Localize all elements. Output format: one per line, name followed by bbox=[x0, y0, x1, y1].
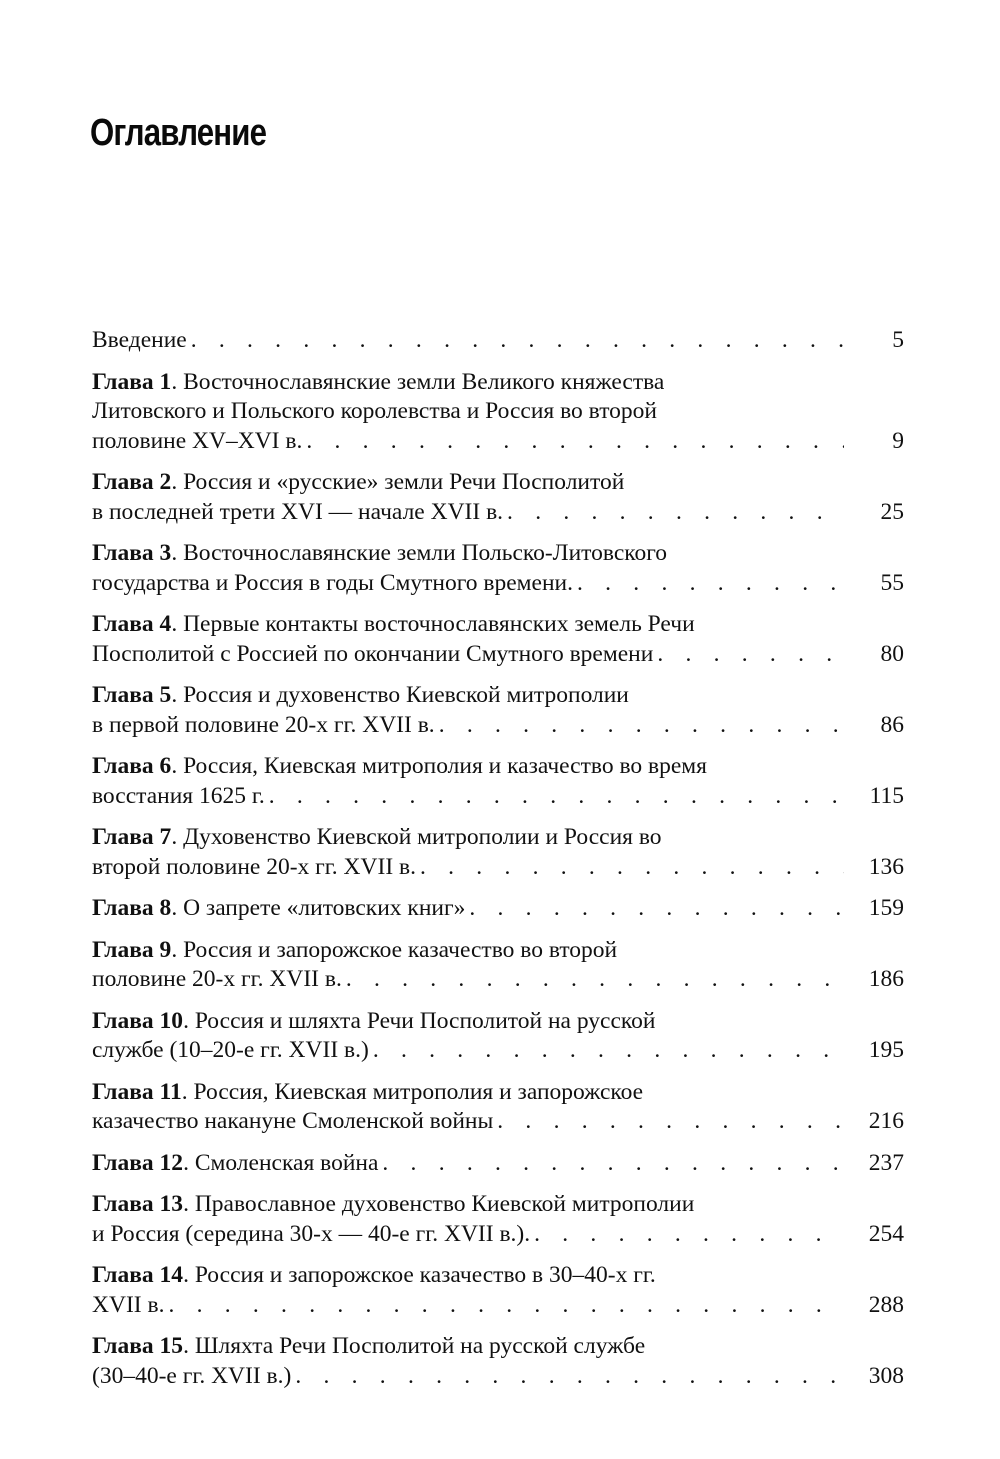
entry-text: . Россия и шляхта Речи Посполитой на русской bbox=[183, 1007, 656, 1034]
chapter-label: Глава 5 bbox=[92, 682, 172, 708]
toc-entry-chapter-12[interactable] bbox=[92, 1149, 904, 1179]
dot-leader bbox=[306, 427, 844, 457]
toc-entry-chapter-11[interactable] bbox=[92, 1078, 904, 1137]
dot-leader bbox=[534, 1220, 844, 1250]
dot-leader bbox=[420, 853, 844, 883]
page-number: 86 bbox=[880, 711, 904, 738]
toc-line bbox=[92, 498, 904, 528]
toc-entry-chapter-2[interactable] bbox=[92, 468, 904, 527]
toc-line bbox=[92, 711, 904, 741]
page-number: 55 bbox=[880, 569, 904, 596]
toc-entry-chapter-15[interactable] bbox=[92, 1332, 904, 1391]
entry-text: . Восточнославянские земли Польско-Литовского bbox=[171, 540, 668, 566]
toc-entry-chapter-8[interactable] bbox=[92, 894, 904, 924]
toc-line bbox=[92, 1007, 904, 1037]
entry-text: службе (10–20-е гг. XVII в.) bbox=[92, 1037, 369, 1063]
entry-text: второй половине 20-х гг. XVII в. bbox=[92, 853, 416, 880]
toc-line bbox=[92, 782, 904, 812]
toc-line bbox=[92, 853, 904, 883]
toc-entry-chapter-10[interactable] bbox=[92, 1007, 904, 1066]
toc-line bbox=[92, 894, 904, 924]
chapter-label: Глава 15 bbox=[92, 1333, 184, 1359]
entry-text: . Россия, Киевская митрополия и запорожское bbox=[181, 1078, 644, 1105]
toc-line bbox=[92, 640, 904, 670]
toc-line bbox=[92, 569, 904, 599]
chapter-label: Глава 3 bbox=[92, 540, 172, 566]
toc-entry-chapter-6[interactable] bbox=[92, 752, 904, 811]
page-number: 5 bbox=[892, 327, 904, 353]
entry-heading bbox=[92, 894, 465, 924]
entry-text: казачество накануне Смоленской войны bbox=[92, 1108, 494, 1134]
toc-line bbox=[92, 539, 904, 569]
toc-line bbox=[92, 752, 904, 782]
toc-entry-chapter-13[interactable] bbox=[92, 1190, 904, 1249]
toc-line bbox=[92, 1261, 904, 1291]
entry-heading bbox=[92, 1149, 378, 1179]
entry-text: Посполитой с Россией по окончании Смутного времени bbox=[92, 640, 654, 667]
dot-leader bbox=[168, 1291, 844, 1321]
entry-text: восстания 1625 г. bbox=[92, 782, 265, 809]
toc-entry-introduction[interactable] bbox=[92, 326, 904, 356]
entry-text: . Россия и духовенство Киевской митрополии bbox=[171, 682, 629, 708]
page-number: 216 bbox=[868, 1108, 904, 1134]
toc-line bbox=[92, 1107, 904, 1137]
chapter-label: Глава 12 bbox=[92, 1149, 184, 1176]
toc-line bbox=[92, 1078, 904, 1108]
page-number: 80 bbox=[880, 640, 904, 667]
toc-line bbox=[92, 610, 904, 640]
entry-text: . Восточнославянские земли Великого княжества bbox=[171, 368, 665, 395]
page-number: 159 bbox=[868, 895, 904, 921]
toc-line bbox=[92, 1291, 904, 1321]
page-number: 237 bbox=[868, 1149, 904, 1176]
toc-line bbox=[92, 1149, 904, 1179]
dot-leader bbox=[507, 498, 844, 528]
page-number: 254 bbox=[868, 1220, 904, 1247]
dot-leader bbox=[382, 1149, 844, 1179]
toc-entry-chapter-1[interactable] bbox=[92, 368, 904, 457]
toc-line bbox=[92, 823, 904, 853]
page-number: 136 bbox=[868, 853, 904, 880]
page-number: 9 bbox=[892, 427, 904, 454]
page-number: 115 bbox=[869, 782, 904, 809]
chapter-label: Глава 11 bbox=[92, 1078, 182, 1105]
page-number: 25 bbox=[880, 498, 904, 525]
entry-text: Литовского и Польского королевства и Россия во второй bbox=[92, 398, 657, 424]
page-number: 186 bbox=[868, 966, 904, 992]
toc-line bbox=[92, 1220, 904, 1250]
dot-leader bbox=[346, 965, 844, 995]
toc-line bbox=[92, 468, 904, 498]
chapter-label: Глава 6 bbox=[92, 753, 172, 779]
toc-line bbox=[92, 1036, 904, 1066]
chapter-label: Глава 10 bbox=[92, 1007, 184, 1034]
toc-entry-chapter-5[interactable] bbox=[92, 681, 904, 740]
toc-entry-chapter-3[interactable] bbox=[92, 539, 904, 598]
page-number: 288 bbox=[868, 1291, 904, 1318]
entry-text: в первой половине 20-х гг. XVII в. bbox=[92, 711, 435, 738]
dot-leader bbox=[269, 782, 844, 812]
toc-line bbox=[92, 326, 904, 356]
chapter-label: Глава 4 bbox=[92, 611, 172, 637]
entry-text: . Духовенство Киевской митрополии и Россия во bbox=[171, 824, 662, 850]
chapter-label: Глава 2 bbox=[92, 469, 172, 495]
toc-line bbox=[92, 936, 904, 966]
entry-text: (30–40-е гг. XVII в.) bbox=[92, 1362, 292, 1389]
dot-leader bbox=[191, 326, 844, 356]
chapter-label: Глава 8 bbox=[92, 895, 172, 921]
entry-text: . Смоленская война bbox=[183, 1149, 379, 1176]
chapter-label: Глава 13 bbox=[92, 1191, 184, 1217]
toc-entry-chapter-9[interactable] bbox=[92, 936, 904, 995]
chapter-label: Глава 7 bbox=[92, 824, 172, 850]
toc-entry-chapter-4[interactable] bbox=[92, 610, 904, 669]
toc-line bbox=[92, 1362, 904, 1392]
entry-text: . Россия и запорожское казачество в 30–40-х гг. bbox=[183, 1262, 656, 1288]
entry-text: XVII в. bbox=[92, 1291, 165, 1318]
chapter-label: Глава 9 bbox=[92, 936, 172, 963]
dot-leader bbox=[577, 569, 844, 599]
toc-line bbox=[92, 681, 904, 711]
entry-text: Введение bbox=[92, 327, 187, 353]
chapter-label: Глава 1 bbox=[92, 368, 172, 395]
page-number: 308 bbox=[868, 1362, 904, 1389]
toc-line bbox=[92, 368, 904, 398]
entry-text: государства и Россия в годы Смутного времени. bbox=[92, 569, 573, 596]
chapter-label: Глава 14 bbox=[92, 1262, 184, 1288]
entry-text: . Православное духовенство Киевской митрополии bbox=[183, 1191, 695, 1217]
toc-line bbox=[92, 965, 904, 995]
toc-entry-chapter-14[interactable] bbox=[92, 1261, 904, 1320]
toc-line bbox=[92, 1332, 904, 1362]
table-of-contents bbox=[92, 326, 904, 1403]
entry-text: половине 20-х гг. XVII в. bbox=[92, 966, 342, 992]
dot-leader bbox=[373, 1036, 844, 1066]
page-number: 195 bbox=[868, 1037, 904, 1063]
entry-text: и Россия (середина 30-х — 40-е гг. XVII в.). bbox=[92, 1220, 531, 1247]
dot-leader bbox=[657, 640, 844, 670]
entry-text: . Шляхта Речи Посполитой на русской службе bbox=[183, 1333, 646, 1359]
dot-leader bbox=[439, 711, 844, 741]
entry-text: . Россия и запорожское казачество во второй bbox=[171, 936, 618, 963]
dot-leader bbox=[497, 1107, 844, 1137]
dot-leader bbox=[469, 894, 844, 924]
toc-line bbox=[92, 1190, 904, 1220]
entry-text: . Россия, Киевская митрополия и казачество во время bbox=[171, 753, 707, 779]
toc-entry-chapter-7[interactable] bbox=[92, 823, 904, 882]
dot-leader bbox=[295, 1362, 844, 1392]
entry-text: . Россия и «русские» земли Речи Посполитой bbox=[171, 469, 625, 495]
entry-text: . О запрете «литовских книг» bbox=[171, 895, 466, 921]
entry-text: . Первые контакты восточнославянских земель Речи bbox=[171, 611, 695, 637]
entry-text: в последней трети XVI — начале XVII в. bbox=[92, 498, 504, 525]
entry-text: половине XV–XVI в. bbox=[92, 427, 303, 454]
page-title: Оглавление bbox=[90, 112, 267, 154]
toc-line bbox=[92, 427, 904, 457]
